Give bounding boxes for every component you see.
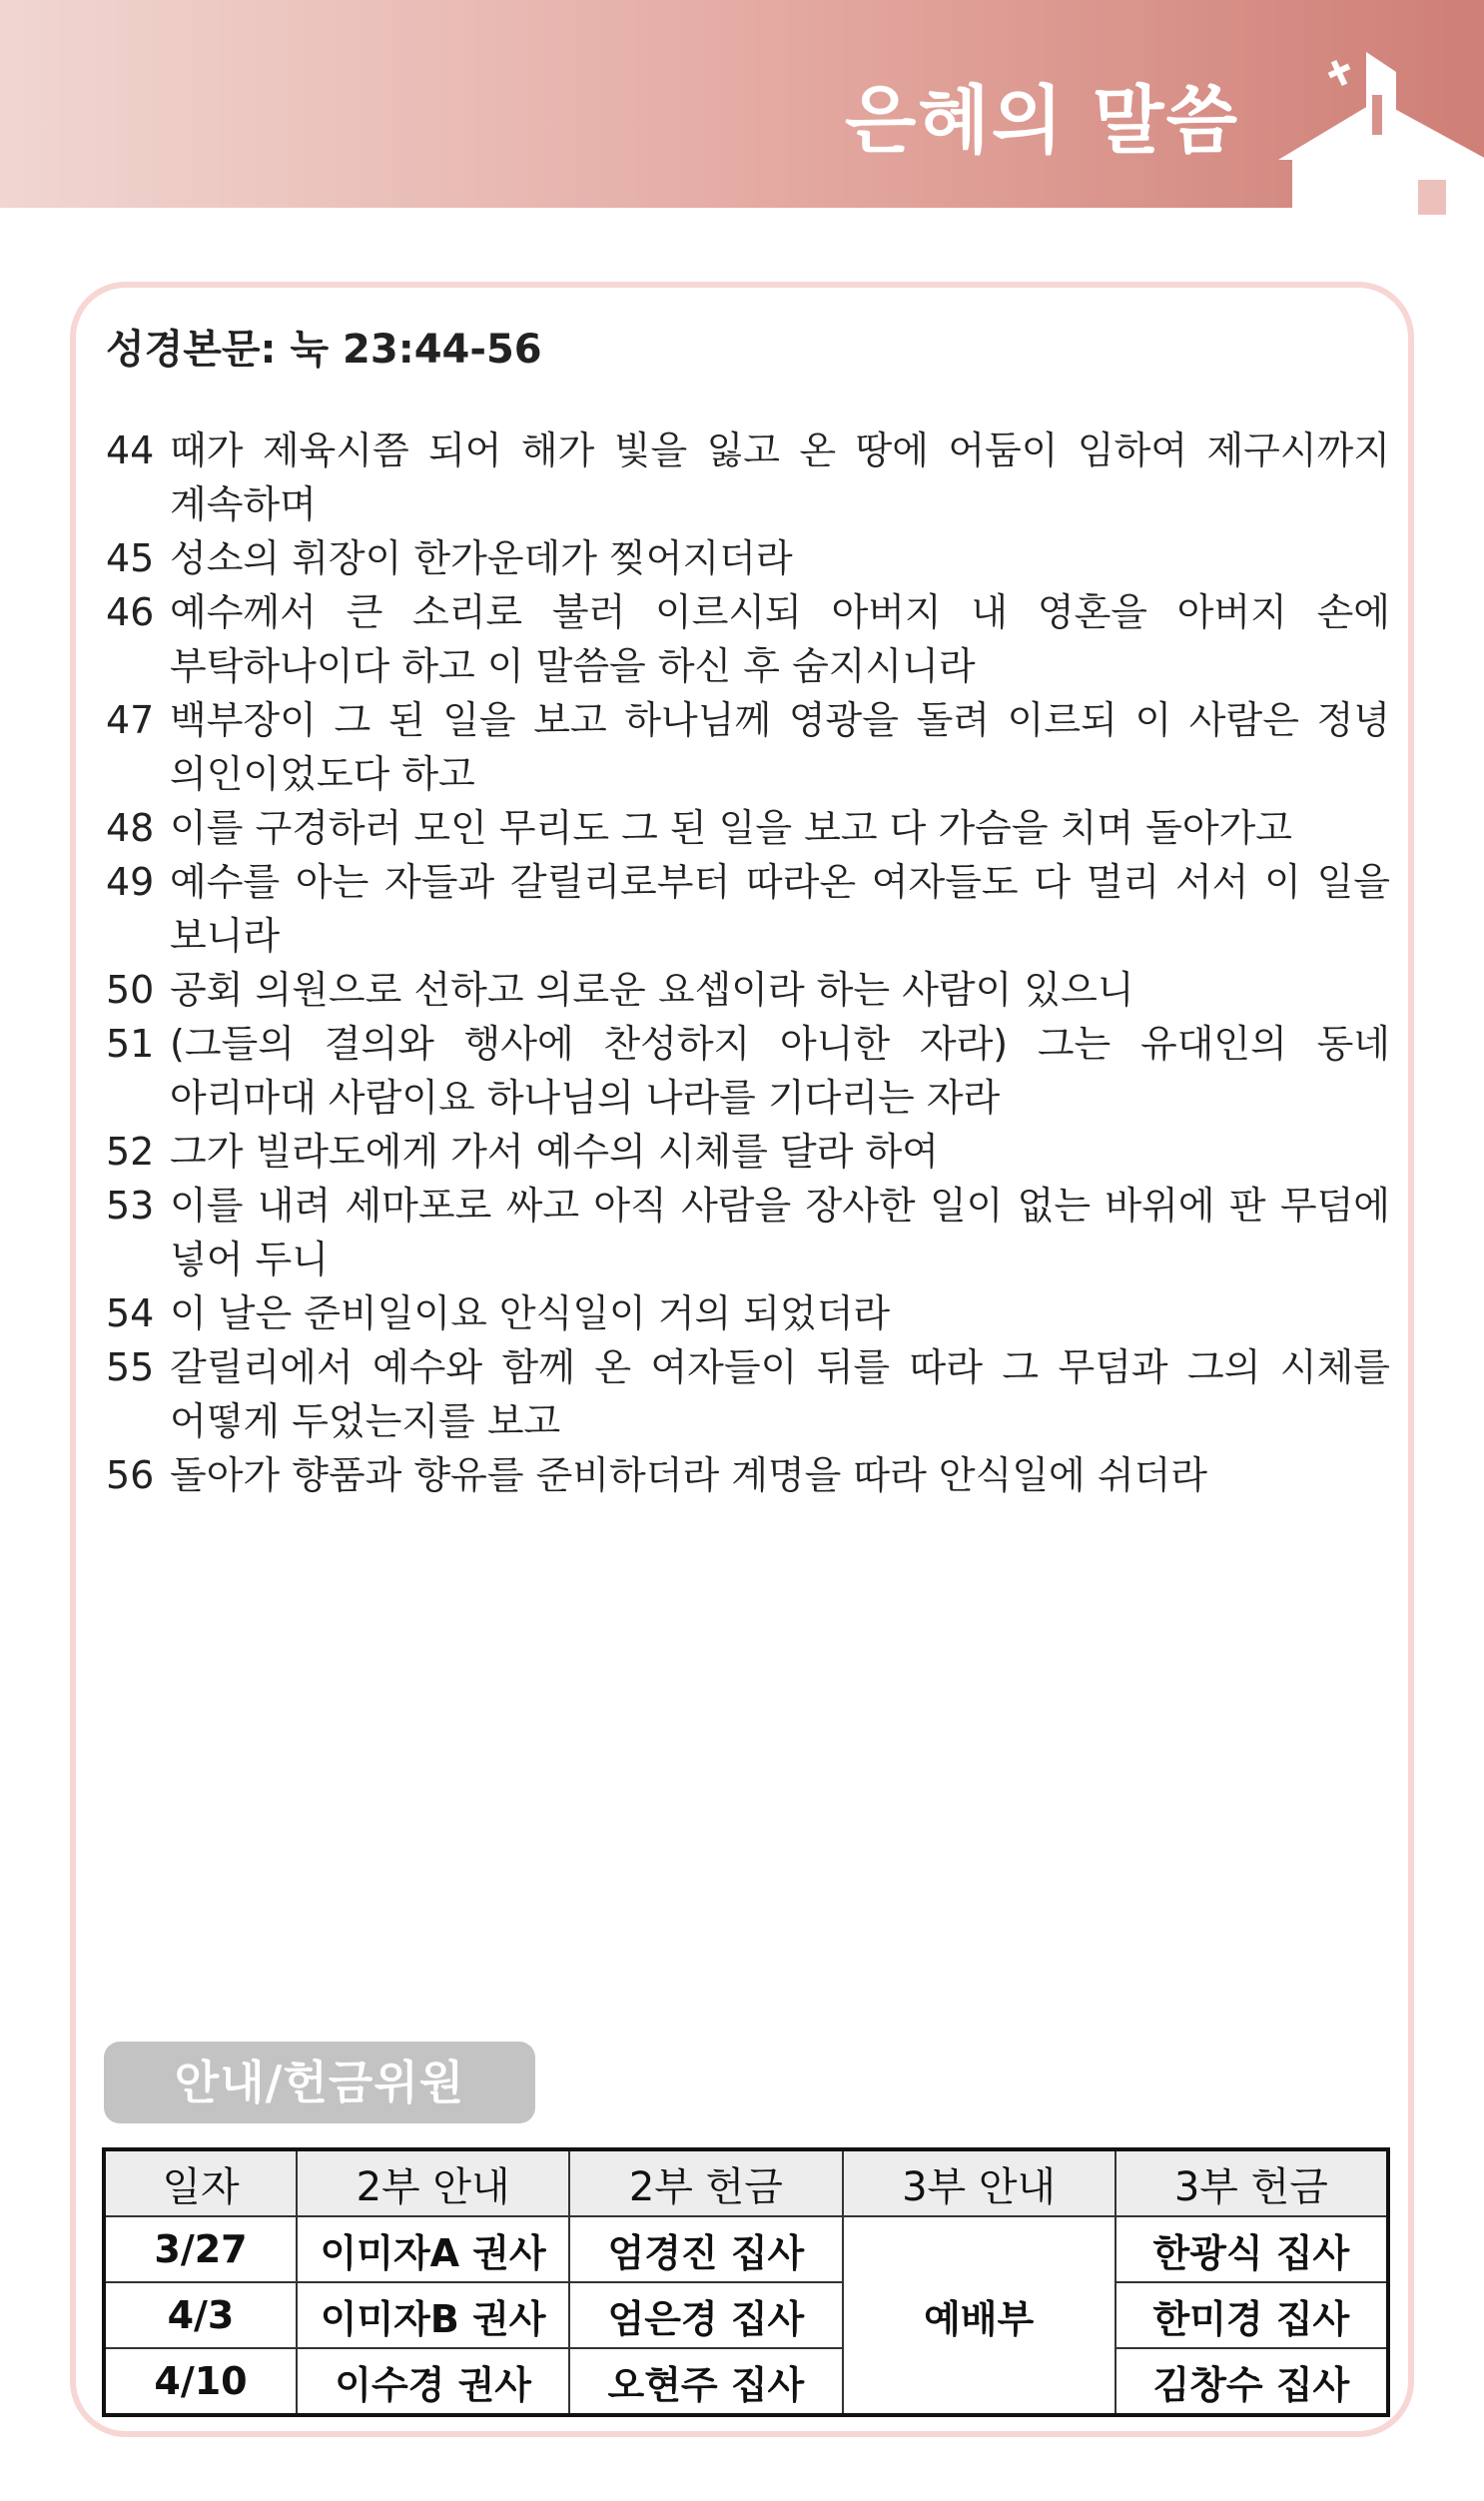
page-title: 은혜의 말씀 [844, 78, 1239, 164]
verse-item [106, 585, 1390, 693]
header-band [0, 0, 1484, 208]
verse-text: 예수께서 큰 소리로 불러 이르시되 아버지 내 영혼을 아버지 손에 부탁하나이다 하고 이 말씀을 하신 후 숨지시니라 [170, 590, 1390, 688]
verse-text: 돌아가 향품과 향유를 준비하더라 계명을 따라 안식일에 쉬더라 [170, 1453, 1207, 1497]
cell-date: 4/10 [104, 2348, 297, 2415]
scripture-reference: 성경본문: 눅 23:44-56 [106, 327, 542, 373]
column-header-date: 일자 [104, 2149, 297, 2216]
verse-number: 46 [106, 590, 155, 634]
cell-usher2: 이미자A 권사 [297, 2216, 569, 2282]
verse-number: 52 [106, 1130, 155, 1174]
verse-number: 44 [106, 428, 155, 472]
verse-text: 성소의 휘장이 한가운데가 찢어지더라 [170, 536, 793, 580]
verse-number: 51 [106, 1022, 155, 1066]
verse-text: 백부장이 그 된 일을 보고 하나님께 영광을 돌려 이르되 이 사람은 정녕 의인이었도다 하고 [170, 698, 1390, 796]
verse-number: 47 [106, 698, 155, 742]
church-icon [1278, 40, 1484, 215]
verse-text: 예수를 아는 자들과 갈릴리로부터 따라온 여자들도 다 멀리 서서 이 일을 보니라 [170, 860, 1390, 958]
verse-number: 45 [106, 536, 155, 580]
verse-item [106, 1017, 1390, 1125]
column-header-usher3: 3부 안내 [843, 2149, 1115, 2216]
verse-item [106, 855, 1390, 963]
verse-item [106, 1286, 1390, 1340]
scripture-card [70, 282, 1414, 2437]
cell-usher2: 이미자B 권사 [297, 2282, 569, 2348]
verse-text: 이를 내려 세마포로 싸고 아직 사람을 장사한 일이 없는 바위에 판 무덤에 넣어 두니 [170, 1184, 1390, 1281]
verse-item [106, 963, 1390, 1017]
cell-usher2: 이수경 권사 [297, 2348, 569, 2415]
usher-section-label: 안내/헌금위원 [104, 2042, 535, 2123]
verse-item [106, 1340, 1390, 1448]
verse-number: 50 [106, 968, 155, 1012]
cell-date: 4/3 [104, 2282, 297, 2348]
verse-item [106, 1448, 1390, 1502]
verse-number: 54 [106, 1291, 155, 1335]
cell-offering3: 한미경 집사 [1115, 2282, 1388, 2348]
verse-text: 그가 빌라도에게 가서 예수의 시체를 달라 하여 [170, 1130, 939, 1174]
verse-list [106, 423, 1390, 1502]
table-row [104, 2216, 1388, 2282]
verse-text: (그들의 결의와 행사에 찬성하지 아니한 자라) 그는 유대인의 동네 아리마대 사람이요 하나님의 나라를 기다리는 자라 [170, 1022, 1390, 1120]
table-row [104, 2282, 1388, 2348]
cell-offering2: 오현주 집사 [569, 2348, 842, 2415]
verse-text: 이 날은 준비일이요 안식일이 거의 되었더라 [170, 1291, 891, 1335]
verse-number: 55 [106, 1345, 155, 1389]
verse-item [106, 693, 1390, 801]
verse-item [106, 1125, 1390, 1179]
column-header-offering2: 2부 헌금 [569, 2149, 842, 2216]
table-header-row [104, 2149, 1388, 2216]
column-header-offering3: 3부 헌금 [1115, 2149, 1388, 2216]
verse-item [106, 423, 1390, 531]
verse-item [106, 531, 1390, 585]
verse-number: 48 [106, 806, 155, 850]
cell-usher3-merged: 예배부 [843, 2216, 1115, 2415]
usher-table [102, 2147, 1390, 2417]
cell-offering2: 엄은경 집사 [569, 2282, 842, 2348]
verse-number: 49 [106, 860, 155, 904]
verse-text: 때가 제육시쯤 되어 해가 빛을 잃고 온 땅에 어둠이 임하여 제구시까지 계속하며 [170, 428, 1390, 526]
cell-offering2: 엄경진 집사 [569, 2216, 842, 2282]
verse-text: 갈릴리에서 예수와 함께 온 여자들이 뒤를 따라 그 무덤과 그의 시체를 어떻게 두었는지를 보고 [170, 1345, 1390, 1443]
verse-number: 56 [106, 1453, 155, 1497]
column-header-usher2: 2부 안내 [297, 2149, 569, 2216]
verse-number: 53 [106, 1184, 155, 1228]
verse-text: 공회 의원으로 선하고 의로운 요셉이라 하는 사람이 있으니 [170, 968, 1134, 1012]
verse-item [106, 801, 1390, 855]
cell-offering3: 김창수 집사 [1115, 2348, 1388, 2415]
table-row [104, 2348, 1388, 2415]
cell-offering3: 한광식 집사 [1115, 2216, 1388, 2282]
verse-item [106, 1179, 1390, 1286]
verse-text: 이를 구경하러 모인 무리도 그 된 일을 보고 다 가슴을 치며 돌아가고 [170, 806, 1292, 850]
cell-date: 3/27 [104, 2216, 297, 2282]
